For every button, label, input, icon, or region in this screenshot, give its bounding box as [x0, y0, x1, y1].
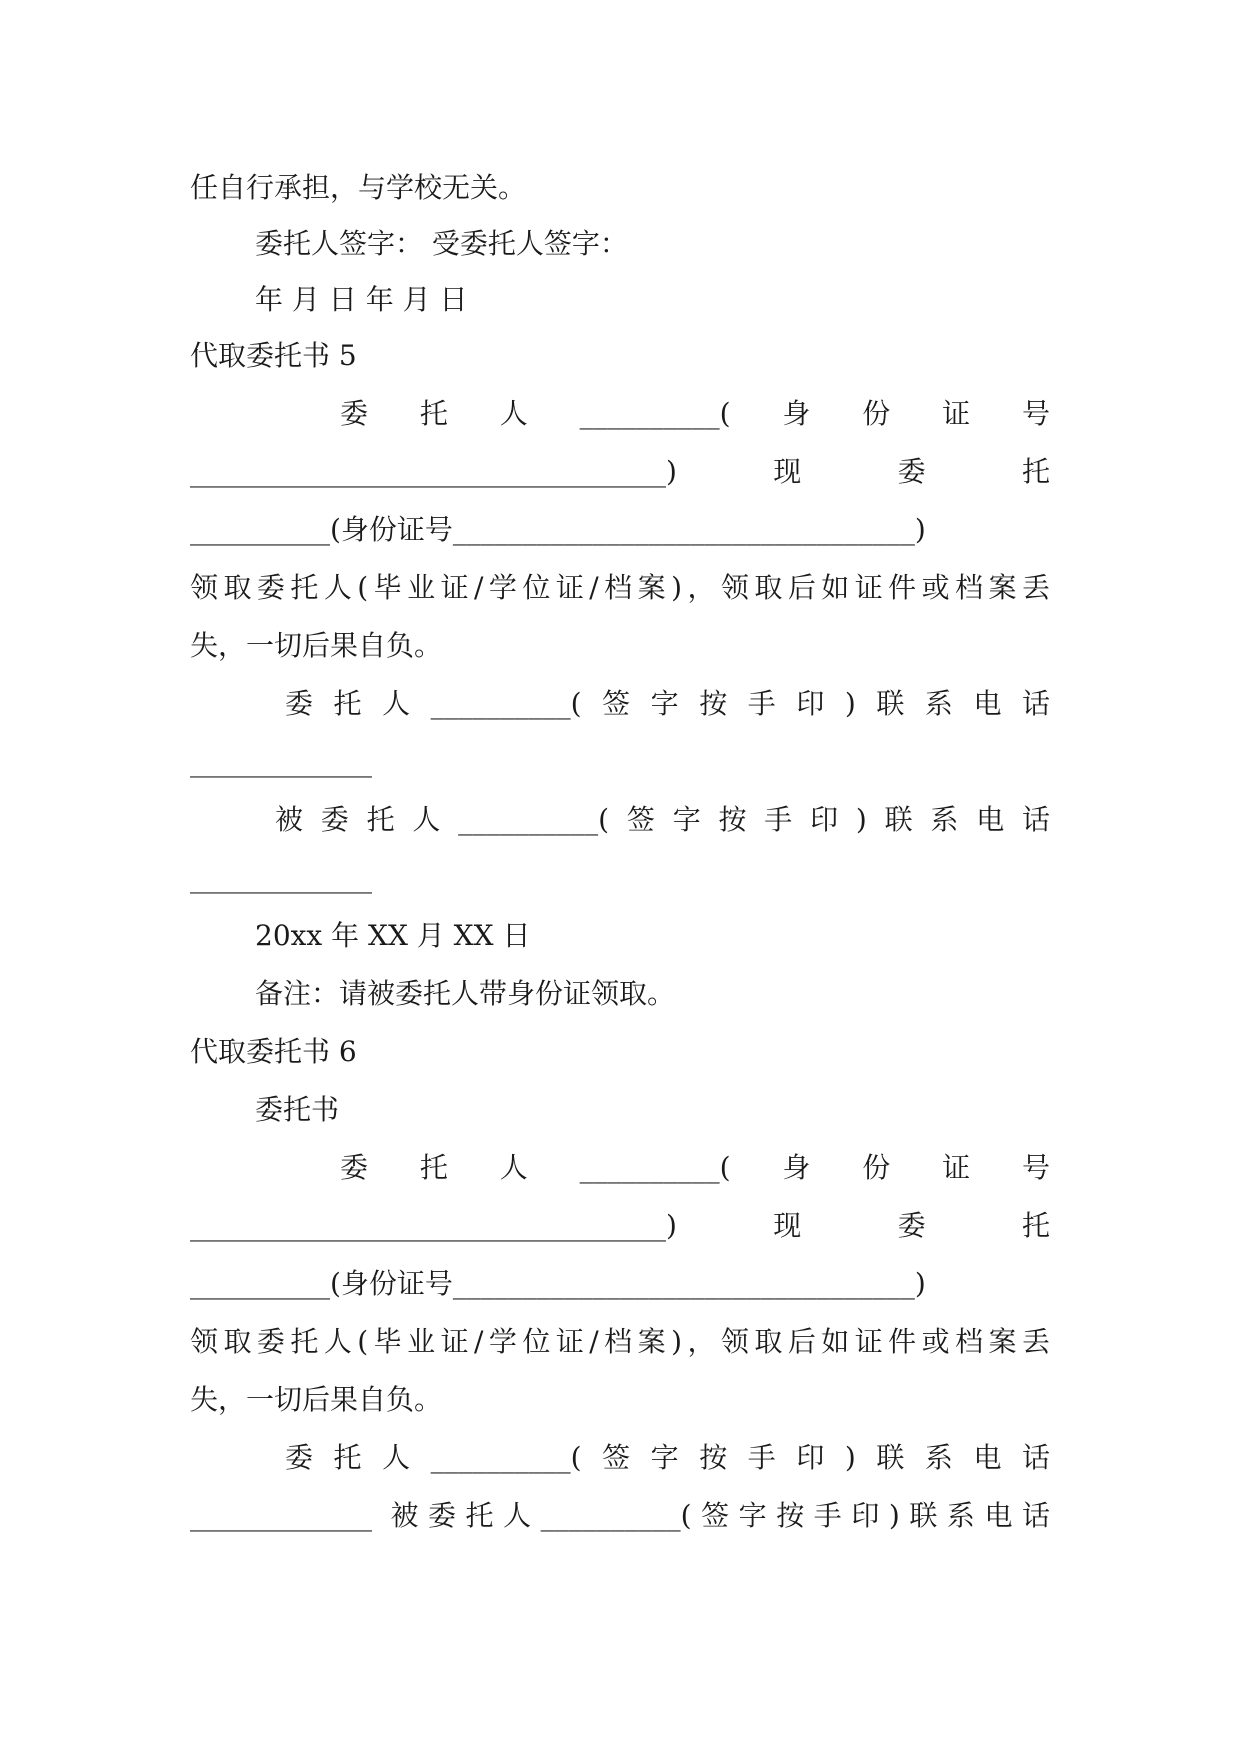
date-line: 20xx 年 XX 月 XX 日 [255, 919, 531, 952]
delegation-line: __________________________________) 现 委 托 [190, 455, 1050, 488]
text-line: 任自行承担，与学校无关。 [190, 171, 527, 204]
phone-blank: _____________ [190, 861, 372, 894]
text-line: 领取委托人(毕业证/学位证/档案)，领取后如证件或档案丢 [190, 1325, 1050, 1358]
text-line: 领取委托人(毕业证/学位证/档案)，领取后如证件或档案丢 [190, 571, 1050, 604]
delegator-signature-line: 委托人__________(签字按手印)联系电话 [285, 687, 1050, 720]
delegatee-signature-line: 被委托人__________(签字按手印)联系电话 [275, 803, 1050, 836]
document-title: 委托书 [255, 1093, 340, 1126]
id-number-line: __________(身份证号_________________________________) [190, 513, 926, 546]
section-heading: 代取委托书 5 [190, 339, 357, 372]
section-heading: 代取委托书 6 [190, 1035, 357, 1068]
delegation-line: __________________________________) 现 委 托 [190, 1209, 1050, 1242]
signature-line: 委托人签字： 受委托人签字： [255, 227, 628, 260]
delegator-line: 委 托 人 __________( 身 份 证 号 [340, 1151, 1050, 1184]
delegatee-signature-line: _____________ 被委托人__________(签字按手印)联系电话 [190, 1499, 1050, 1532]
delegator-line: 委 托 人 __________( 身 份 证 号 [340, 397, 1050, 430]
id-number-line: __________(身份证号_________________________________) [190, 1267, 926, 1300]
delegator-signature-line: 委托人__________(签字按手印)联系电话 [285, 1441, 1050, 1474]
text-line: 失，一切后果自负。 [190, 1383, 443, 1416]
note-line: 备注：请被委托人带身份证领取。 [255, 977, 676, 1010]
phone-blank: _____________ [190, 745, 372, 778]
date-line: 年 月 日 年 月 日 [255, 283, 468, 316]
text-line: 失，一切后果自负。 [190, 629, 443, 662]
